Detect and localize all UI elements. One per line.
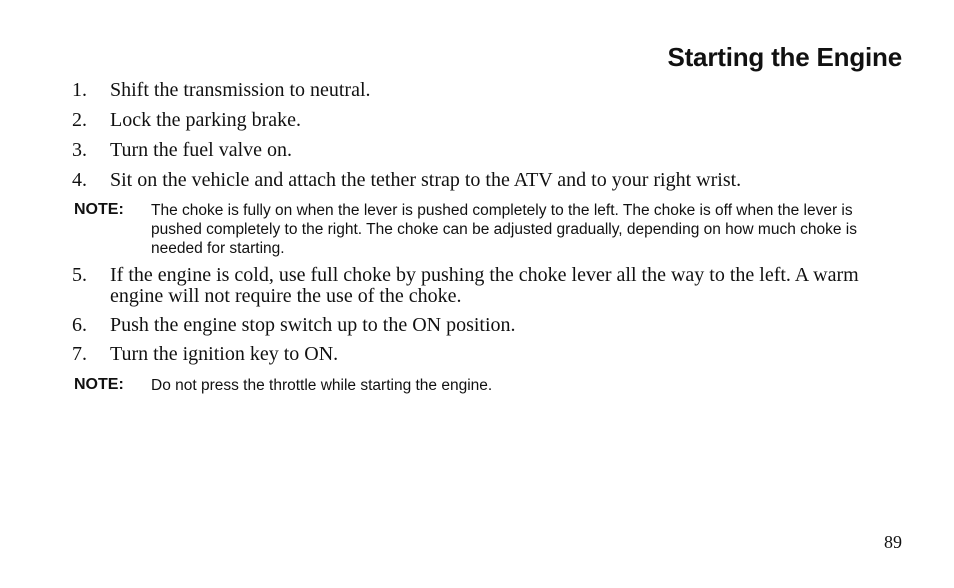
list-item	[72, 265, 902, 307]
step-number: 7.	[72, 343, 87, 365]
note-block	[74, 201, 900, 258]
step-text: Lock the parking brake.	[110, 109, 302, 131]
page-title: Starting the Engine	[667, 42, 902, 72]
list-item	[72, 315, 902, 336]
step-number: 4.	[72, 169, 87, 191]
list-item	[72, 80, 902, 101]
step-text: If the engine is cold, use full choke by pushing the choke lever all the way to the left. A warm engine will not require the use of the choke.	[110, 264, 859, 307]
step-number: 2.	[72, 109, 87, 131]
note-text: The choke is fully on when the lever is pushed completely to the left. The choke is off when the lever is pushed completely to the right. The choke can be adjusted gradually, depending on how much choke is needed for starting.	[151, 202, 857, 257]
page-number: 89	[884, 532, 902, 552]
step-text: Shift the transmission to neutral.	[110, 79, 371, 101]
note-text: Do not press the throttle while starting the engine.	[151, 377, 493, 394]
list-item	[72, 110, 902, 131]
step-number: 6.	[72, 314, 87, 336]
step-text: Turn the fuel valve on.	[110, 139, 293, 161]
step-text: Push the engine stop switch up to the ON position.	[110, 314, 516, 336]
list-item	[72, 140, 902, 161]
step-number: 5.	[72, 264, 87, 286]
note-label: NOTE:	[74, 201, 124, 218]
note-block	[74, 376, 900, 395]
note-label: NOTE:	[74, 376, 124, 393]
list-item	[72, 170, 902, 191]
step-text: Sit on the vehicle and attach the tether strap to the ATV and to your right wrist.	[110, 169, 742, 191]
step-number: 3.	[72, 139, 87, 161]
step-number: 1.	[72, 79, 87, 101]
list-item	[72, 344, 902, 365]
step-text: Turn the ignition key to ON.	[110, 343, 339, 365]
